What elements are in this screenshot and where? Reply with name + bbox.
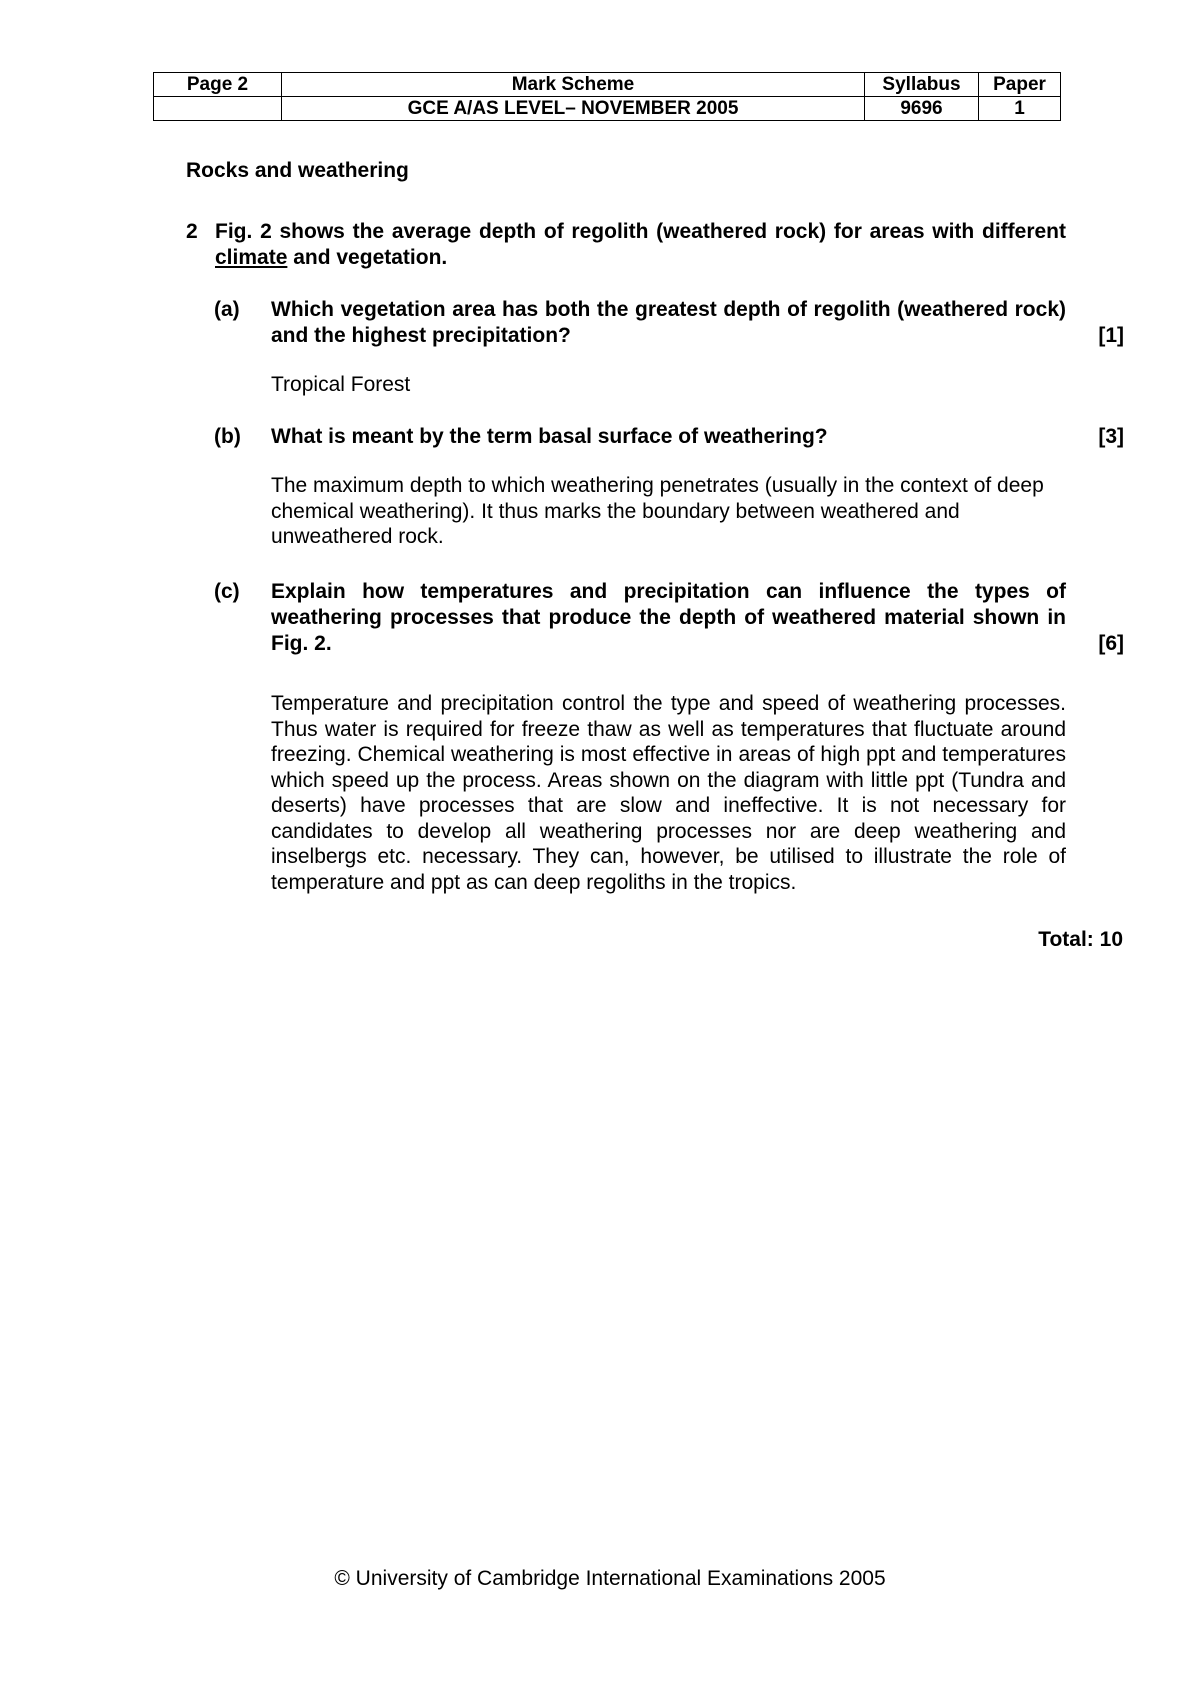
part-label: (a) xyxy=(214,298,240,321)
exam-title: GCE A/AS LEVEL– NOVEMBER 2005 xyxy=(282,97,865,121)
part-question: Which vegetation area has both the greatest depth of regolith (weathered rock) and the highest precipitation? xyxy=(271,298,1066,347)
section-title: Rocks and weathering xyxy=(186,159,409,182)
part-answer: The maximum depth to which weathering penetrates (usually in the context of deep chemical weathering). It thus marks the boundary between weathered and unweathered rock. xyxy=(271,474,1044,548)
part-question: Explain how temperatures and precipitation can influence the types of weathering processes that produce the depth of weathered material shown in Fig. 2. xyxy=(271,580,1066,655)
header-table xyxy=(153,72,1061,121)
part-label: (c) xyxy=(214,580,240,603)
part-answer: Temperature and precipitation control the type and speed of weathering processes. Thus water is required for freeze thaw as well as temperatures that fluctuate around freezing. Chemical weathering is most effective in areas of high ppt and temperatures which speed up the process. Areas shown on the diagram with little ppt (Tundra and deserts) have processes that are slow and ineffective. It is not necessary for candidates to develop all weathering processes nor are deep weathering and inselbergs etc. necessary. They can, however, be utilised to illustrate the role of temperature and ppt as can deep regoliths in the tropics. xyxy=(271,692,1066,894)
total-marks: Total: 10 xyxy=(1038,928,1123,951)
part-marks: [6] xyxy=(1098,632,1124,655)
header-empty-cell xyxy=(154,97,282,121)
syllabus-label: Syllabus xyxy=(865,73,979,97)
doc-title: Mark Scheme xyxy=(282,73,865,97)
copyright-footer: © University of Cambridge International Examinations 2005 xyxy=(334,1567,886,1590)
question-text xyxy=(215,219,1066,271)
part-question: What is meant by the term basal surface of weathering? xyxy=(271,425,828,448)
question-text-before: Fig. 2 shows the average depth of regolith (weathered rock) for areas with different xyxy=(215,220,1066,243)
paper-value: 1 xyxy=(979,97,1061,121)
header-row-2 xyxy=(154,97,1061,121)
part-label: (b) xyxy=(214,425,241,448)
question-text-after: and vegetation. xyxy=(287,246,448,269)
question-text-underlined: climate xyxy=(215,246,288,269)
part-c xyxy=(214,579,1124,895)
question-2 xyxy=(186,219,1066,271)
question-number: 2 xyxy=(186,220,198,243)
part-b xyxy=(214,424,1124,550)
part-answer: Tropical Forest xyxy=(271,373,411,396)
part-marks: [1] xyxy=(1098,324,1124,347)
part-marks: [3] xyxy=(1098,425,1124,448)
syllabus-value: 9696 xyxy=(865,97,979,121)
header-row-1 xyxy=(154,73,1061,97)
page-label: Page 2 xyxy=(154,73,282,97)
paper-label: Paper xyxy=(979,73,1061,97)
part-a xyxy=(214,297,1124,398)
